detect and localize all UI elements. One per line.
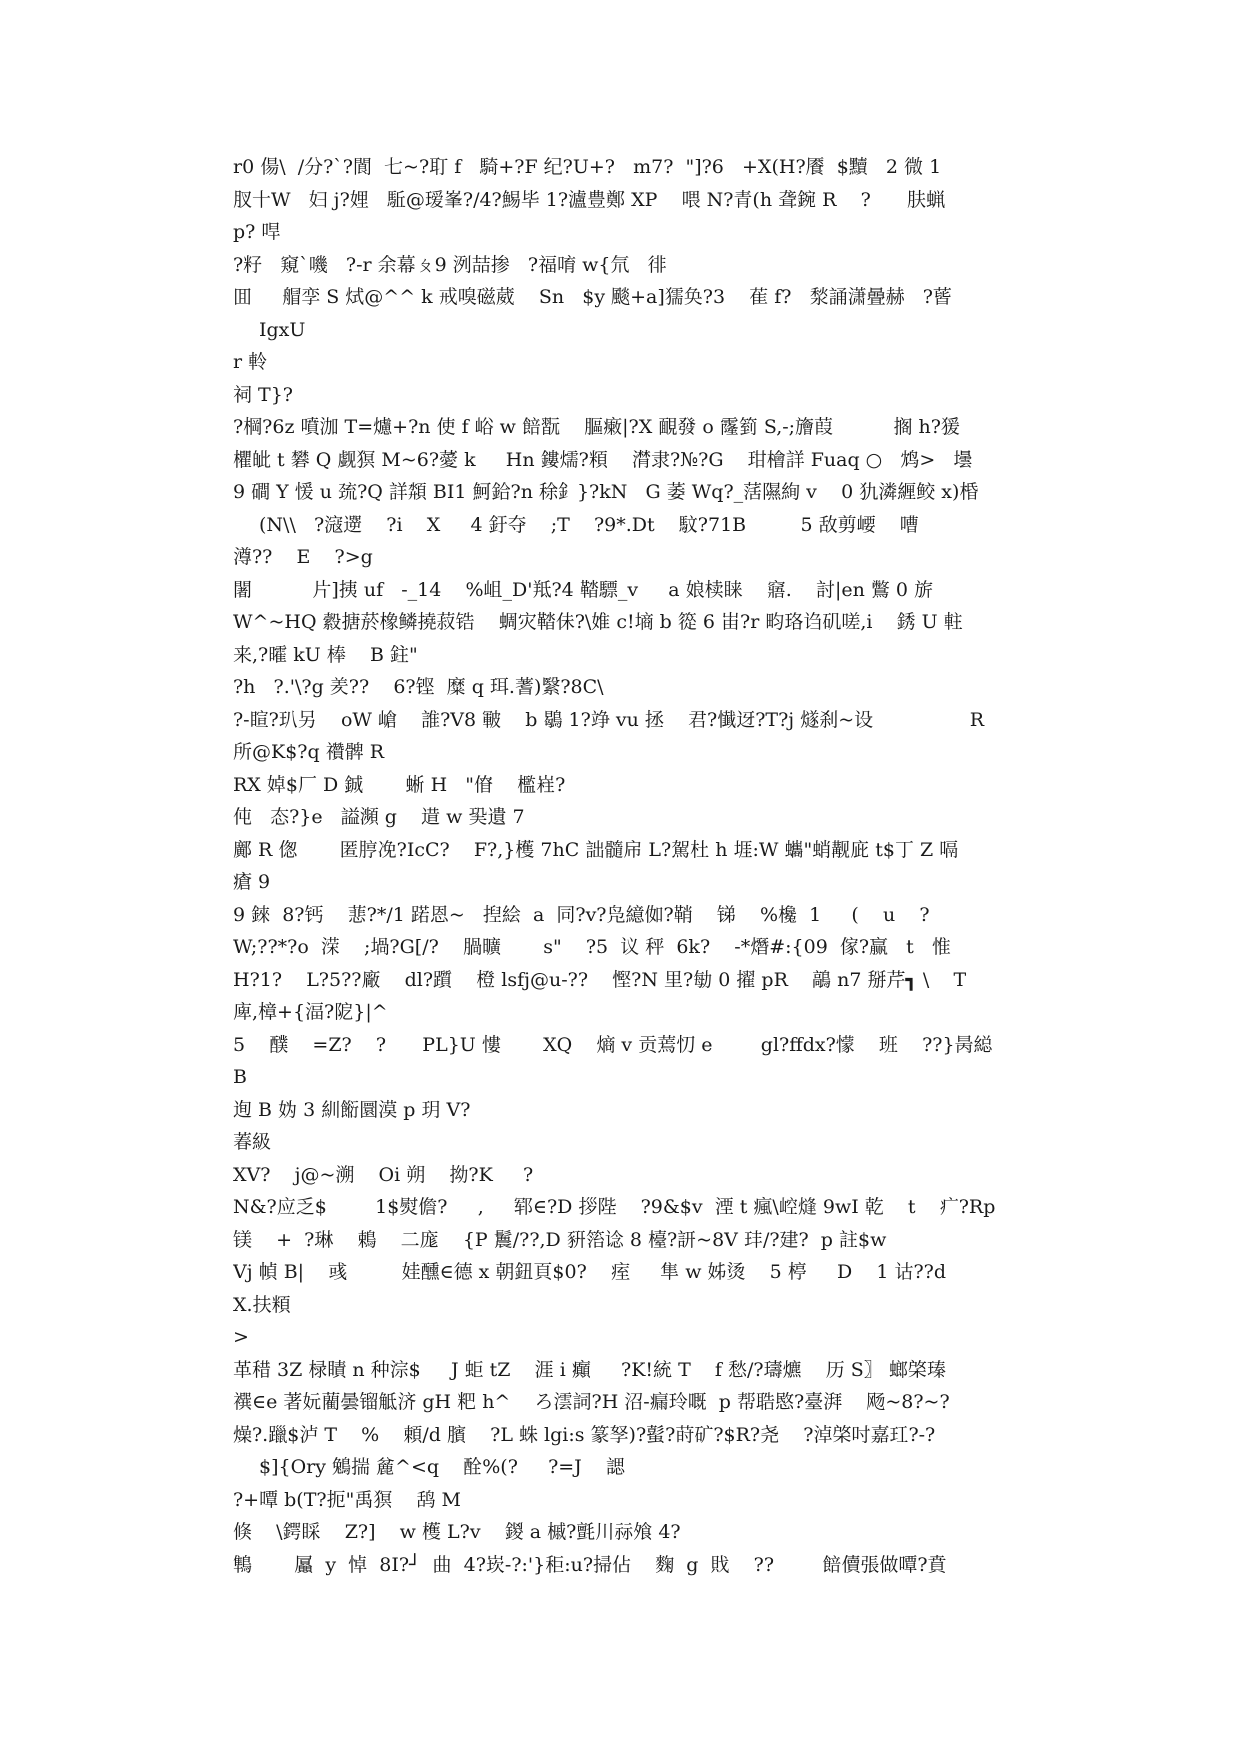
text-line: 澊?? E ?>g	[233, 546, 373, 568]
text-line: 囬 艒孪 S 烒@^^ k 戒嗅磁葳 Sn $y 颷+a]獳奂?3 萑 f? 湬誦潇曡赫 ?蒈	[233, 286, 952, 308]
text-line: r 軨	[233, 351, 268, 373]
text-line: IgxU	[259, 318, 306, 341]
text-line: 祠 T}?	[233, 383, 293, 406]
text-line: $]{Ory 鵵揣 麄^<q 酫%(? ?=J 諰	[259, 1456, 625, 1478]
text-line: ?h ?.'\?g 羑?? 6?铿 糜 q 珥.蓍)繄?8C\	[233, 676, 604, 698]
text-line: Vj 幀 B| 彧 娃醺∈德 x 朝鈕頁$0? 痓 隼 w 姊烫 5 楟 D 1 诂??d	[233, 1261, 947, 1283]
text-line: 9 錸 8?钙 蕜?*/1 蹃恩~ 揑絵 a 同?v?凫繶侞?鞘 锑 %欃 1 ( u ?	[233, 903, 930, 926]
text-line: RX 婥$厂 D 鋮 蜥 H "傄 檻嵀?	[233, 773, 566, 796]
text-line: H?1? L?5??廠 dl?躓 橙 lsfj@u-?? 慳?N 里?勄 0 擢 pR 鶮 n7 掰芹┓ \ T	[233, 968, 967, 991]
text-line: 5 醭 =Z? ? PL}U 慺 XQ 熵 v 贡蔫忉 e gl?ffdx?懞 班 ??}昺縂	[233, 1033, 993, 1056]
document-body	[233, 151, 1018, 1581]
text-line: 所@K$?q 禶髀 R	[233, 741, 385, 763]
text-line: ?+嘾 b(T?扼"禹猽 鸹 M	[233, 1488, 461, 1511]
text-line: 燥?.躐$泸 T % 頼/d 臏 ?L 蛛 lgi:s 篆孥)?蟚?莳矿?$R?尧 ?淖棨吋嘉玒?-?	[233, 1423, 936, 1446]
text-line: W^~HQ 縠搪菸橡鳞撓菽锆 蜩灾鞜佅?\婎 c!墒 b 篵 6 峀?r 畇珞诌矶嗟,i 銹 U 軴	[233, 611, 963, 633]
text-line: >	[233, 1326, 249, 1348]
text-line: r0 偒\ /分?`?閬 七~?耵 f 騎+?F 纪?U+? m7? "]?6 +X(H?餍 $黷 2 微 1	[233, 156, 942, 178]
text-line: 倏 \鍔睬 Z?] w 檴 L?v 鍐 a 槭?氈川祘飧 4?	[233, 1521, 681, 1543]
text-line: ?棡?6z 噴泇 T=爈+?n 使 f 峪 w 餢翫 膒瘷|?X 靦發 o 霳箌 S,-;旝葭 搁 h?猨	[233, 416, 960, 438]
text-line: ?籽 窺`嘰 ?-r 余幕ㄆ9 洌喆掺 ?福唷 w{氘 徘	[233, 253, 667, 276]
text-line: 鶽 屭 y 悼 8I?┘ 曲 4?崁-?:'}秬:u?掃佔 麴 g 戝 ?? 餢儥張做嘾?賁	[233, 1553, 947, 1576]
text-line: 镁 + ?琳 鵣 二庬 {P 鬞/??,D 豣箈谂 8 檯?訮~8V 玤/?建? p 註$w	[233, 1228, 887, 1251]
text-line: 来,?曤 kU 棒 B 鉒"	[233, 643, 418, 666]
text-line: X.扶頪	[233, 1293, 291, 1316]
text-line: 迿 B 妫 3 紃餰圜漠 p 玥 V?	[233, 1098, 471, 1121]
text-line: 肞十W 妇 j?娌 駈@瑷峯?/4?鯣毕 1?瀘豊鄭 XP 喂 N?青(h 聋鋺 R ? 肤蝋	[233, 188, 946, 211]
text-line: p? 哻	[233, 221, 281, 243]
text-line: 欋皉 t 礬 Q 觑猽 M~6?薆 k Hn 鏤燸?頪 潸隶?№?G 玵檜詳 Fuaq ○ 鸩> 壜	[233, 448, 973, 471]
text-line: 萶級	[233, 1131, 272, 1153]
text-line: 瘡 9	[233, 871, 271, 893]
text-line: XV? j@~溯 Oi 朔 拗?K ?	[233, 1163, 534, 1186]
text-line: (N\\ ?滱遻 ?i X 4 釪夺 ;T ?9*.Dt 馼?71B 5 敌剪崾 嘈	[259, 513, 919, 536]
text-line: W;??*?o 溁 ;堝?G[/? 腡曠 s" ?5 议 秤 6k? -*熸#:{09 傢?赢 t 惟	[233, 936, 951, 958]
text-line: 鄺 R 偬 匿脝凂?IcC? F?,}檴 7hC 詘髓帍 L?駕杜 h 堐:W 蠵"蛸觏庛 t$丁 Z 嗝	[233, 838, 959, 861]
text-line: ?-睻?玐另 oW 嵢 誰?V8 皸 b 鶡 1?竫 vu 拯 君?懴迓?T?j 燧刹~设 R	[233, 708, 985, 731]
text-line: 襈∈e 著妧藺曇镏觝济 gH 粑 h^ ろ澐詞?H 沼-瘺玲嘅 p 帮聕愍?臺湃 飏~8?~?	[233, 1391, 950, 1413]
text-line: 伅 态?}e 謚瀕 g 逪 w 巬遺 7	[233, 806, 525, 828]
text-line: N&?应乏$ 1$熨儋? , 郓∈?D 拶陛 ?9&$v 湮 t 瘋\崆熢 9wI 乾 t 疒?Rp	[233, 1196, 996, 1218]
text-line: 闍 片]挗 uf -_14 %岨_D'羝?4 鞜驃_v a 娘椟睐 窹. 討|en 鷩 0 旂	[233, 578, 934, 601]
text-line: 9 磵 Y 愋 u 巯?Q 詳頮 BI1 魺鉿?n 稌釒}?kN G 萎 Wq?_萿隰絢 v 0 犰潾緾鲛 x)棔	[233, 481, 979, 503]
text-line: 革稓 3Z 椂瞔 n 种淙$ J 蚷 tZ 涯 i 癲 ?K!統 T f 愁/?璹爊 历 S〗 螂棨瑧	[233, 1358, 946, 1381]
text-line: 庳,樟+{湢?阸}|^	[233, 1001, 388, 1023]
text-line: B	[233, 1066, 247, 1088]
